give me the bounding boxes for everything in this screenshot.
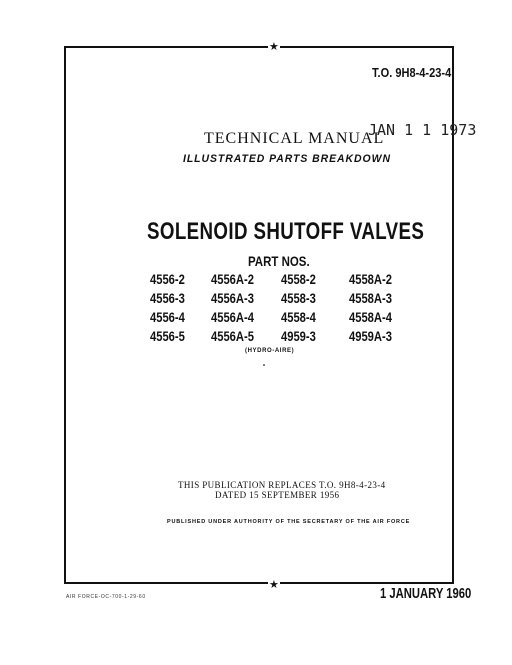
part-number: 4556A-3 (211, 290, 254, 306)
part-number: 4556A-4 (211, 309, 254, 325)
manual-type-heading: TECHNICAL MANUAL (204, 130, 385, 147)
part-number: 4556-4 (150, 309, 185, 325)
part-number: 4556A-5 (211, 328, 254, 344)
part-number: 4556-3 (150, 290, 185, 306)
bottom-star-icon: ★ (269, 578, 279, 591)
part-number: 4558A-4 (349, 309, 392, 325)
part-number: 4556-5 (150, 328, 185, 344)
part-number: 4959A-3 (349, 328, 392, 344)
part-number: 4959-3 (281, 328, 316, 344)
part-number: 4556A-2 (211, 271, 254, 287)
part-nos-label: PART NOS. (248, 253, 310, 269)
part-number: 4558A-3 (349, 290, 392, 306)
print-speck (263, 364, 265, 366)
received-date-stamp: JAN 1 1 1973 (368, 121, 477, 139)
part-number: 4556-2 (150, 271, 185, 287)
printer-code: AIR FORCE-OC-700-1-29-60 (66, 594, 146, 600)
part-number: 4558-4 (281, 309, 316, 325)
manual-subtitle: ILLUSTRATED PARTS BREAKDOWN (183, 153, 391, 165)
top-star-icon: ★ (269, 40, 279, 53)
to-number: T.O. 9H8-4-23-4 (372, 65, 452, 80)
replaces-notice: THIS PUBLICATION REPLACES T.O. 9H8-4-23-4 (178, 480, 386, 490)
publication-date: 1 JANUARY 1960 (380, 585, 472, 602)
part-number: 4558A-2 (349, 271, 392, 287)
part-number: 4558-2 (281, 271, 316, 287)
manufacturer-label: (HYDRO-AIRE) (245, 348, 295, 354)
replaces-date: DATED 15 SEPTEMBER 1956 (215, 490, 340, 500)
authority-statement: PUBLISHED UNDER AUTHORITY OF THE SECRETARY OF THE AIR FORCE (167, 519, 411, 525)
part-number: 4558-3 (281, 290, 316, 306)
document-title: SOLENOID SHUTOFF VALVES (147, 218, 425, 245)
